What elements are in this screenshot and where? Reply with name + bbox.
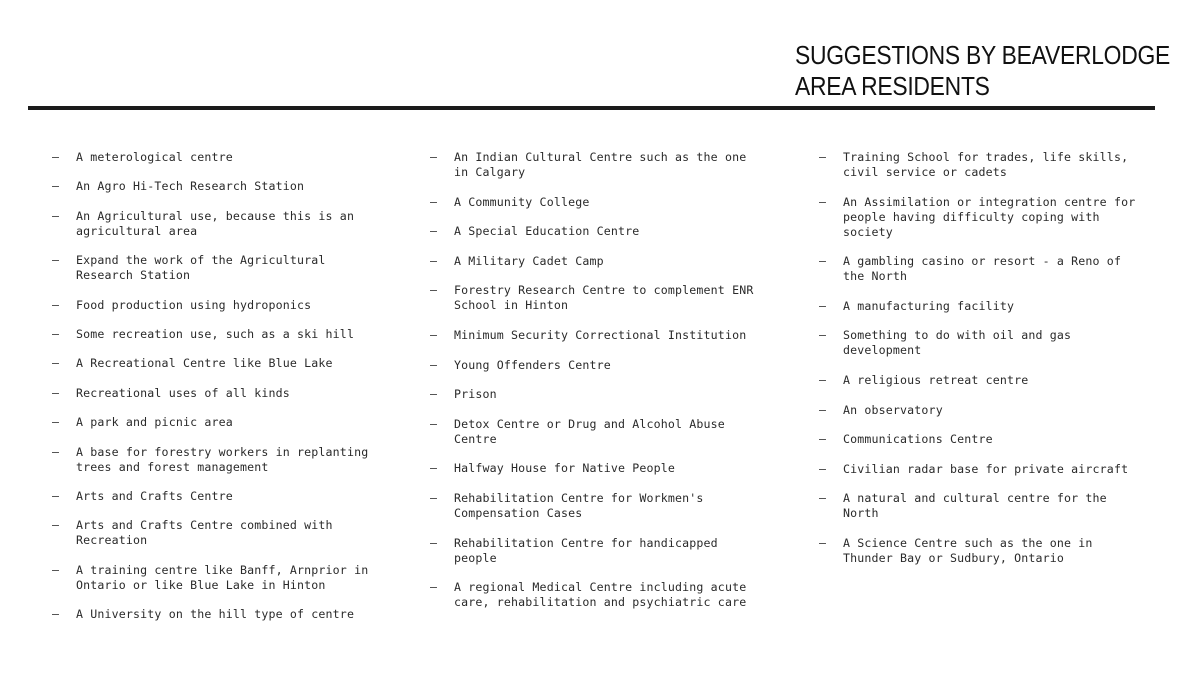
bullet-dash: –: [819, 254, 827, 269]
bullet-dash: –: [52, 562, 60, 577]
suggestion-item: [430, 491, 790, 521]
suggestion-text: A gambling casino or resort - a Reno of the North: [843, 254, 1122, 284]
suggestion-item: [52, 415, 402, 430]
page-title: [795, 40, 1171, 102]
suggestion-item: [52, 445, 402, 475]
suggestion-item: [819, 254, 1169, 284]
suggestion-item: [52, 356, 402, 371]
bullet-dash: –: [52, 253, 60, 268]
bullet-dash: –: [430, 327, 438, 342]
suggestions-column-1: [52, 150, 402, 636]
suggestion-item: [819, 373, 1169, 388]
suggestion-text: A Science Centre such as the one in Thunder Bay or Sudbury, Ontario: [843, 535, 1093, 565]
bullet-dash: –: [52, 415, 60, 430]
suggestion-item: [430, 417, 790, 447]
bullet-dash: –: [819, 491, 827, 506]
suggestion-text: A University on the hill type of centre: [76, 607, 355, 622]
suggestion-text: Young Offenders Centre: [454, 357, 611, 372]
suggestion-text: A park and picnic area: [76, 415, 233, 430]
suggestion-text: An Indian Cultural Centre such as the one in Calgary: [454, 150, 747, 179]
suggestion-text: A training centre like Banff, Arnprior in Ontario or like Blue Lake in Hinton: [76, 562, 369, 592]
bullet-dash: –: [430, 387, 438, 402]
suggestion-text: Prison: [454, 387, 497, 402]
suggestion-item: [430, 387, 790, 402]
suggestion-item: [430, 328, 790, 343]
suggestion-item: [819, 195, 1169, 240]
suggestion-item: [430, 536, 790, 566]
suggestion-text: A base for forestry workers in replanting trees and forest management: [76, 444, 369, 474]
bullet-dash: –: [52, 356, 60, 371]
bullet-dash: –: [52, 179, 60, 194]
suggestion-item: [52, 563, 402, 593]
suggestion-text: An Assimilation or integration centre for people having difficulty coping with society: [843, 194, 1136, 239]
suggestion-text: Some recreation use, such as a ski hill: [76, 326, 355, 341]
suggestion-text: A Special Education Centre: [454, 224, 640, 239]
bullet-dash: –: [819, 432, 827, 447]
suggestion-text: A Military Cadet Camp: [454, 253, 604, 268]
suggestion-text: Arts and Crafts Centre: [76, 488, 233, 503]
suggestion-item: [819, 328, 1169, 358]
suggestion-text: Rehabilitation Centre for handicapped people: [454, 535, 718, 565]
bullet-dash: –: [819, 194, 827, 209]
bullet-dash: –: [819, 328, 827, 343]
suggestion-text: Forestry Research Centre to complement ENR School in Hinton: [454, 283, 754, 313]
suggestion-text: An Agro Hi-Tech Research Station: [76, 179, 305, 194]
suggestion-text: Civilian radar base for private aircraft: [843, 461, 1129, 476]
bullet-dash: –: [430, 416, 438, 431]
suggestion-text: A Recreational Centre like Blue Lake: [76, 356, 333, 371]
bullet-dash: –: [819, 535, 827, 550]
suggestion-item: [52, 179, 402, 194]
suggestion-text: An observatory: [843, 402, 943, 417]
suggestion-text: A meterological centre: [76, 150, 233, 164]
suggestion-item: [819, 491, 1169, 521]
bullet-dash: –: [430, 357, 438, 372]
suggestion-item: [430, 150, 790, 180]
suggestion-text: Communications Centre: [843, 432, 993, 447]
bullet-dash: –: [430, 194, 438, 209]
suggestion-item: [430, 254, 790, 269]
suggestion-text: Rehabilitation Centre for Workmen's Compensation Cases: [454, 490, 704, 520]
suggestion-text: Food production using hydroponics: [76, 297, 312, 312]
bullet-dash: –: [52, 208, 60, 223]
bullet-dash: –: [52, 607, 60, 622]
suggestion-item: [52, 150, 402, 165]
suggestion-text: Detox Centre or Drug and Alcohol Abuse Centre: [454, 416, 725, 446]
bullet-dash: –: [819, 461, 827, 476]
bullet-dash: –: [52, 518, 60, 533]
suggestion-item: [819, 299, 1169, 314]
bullet-dash: –: [430, 535, 438, 550]
suggestion-item: [52, 298, 402, 313]
suggestion-item: [52, 607, 402, 622]
suggestion-item: [430, 358, 790, 373]
suggestion-text: A manufacturing facility: [843, 298, 1015, 313]
suggestion-item: [52, 253, 402, 283]
suggestion-item: [52, 386, 402, 401]
suggestion-text: An Agricultural use, because this is an agricultural area: [76, 208, 355, 238]
suggestion-item: [819, 150, 1169, 180]
suggestion-text: A Community College: [454, 194, 590, 209]
bullet-dash: –: [52, 150, 60, 164]
suggestion-text: Minimum Security Correctional Institution: [454, 327, 747, 342]
bullet-dash: –: [430, 490, 438, 505]
suggestion-text: Recreational uses of all kinds: [76, 385, 290, 400]
bullet-dash: –: [819, 298, 827, 313]
title-divider: [28, 106, 1155, 110]
suggestions-column-2: [430, 150, 790, 625]
suggestion-text: Halfway House for Native People: [454, 461, 676, 476]
suggestion-item: [52, 518, 402, 548]
suggestion-item: [52, 489, 402, 504]
bullet-dash: –: [52, 326, 60, 341]
page-title-line-2: AREA RESIDENTS: [795, 71, 990, 101]
bullet-dash: –: [819, 150, 827, 164]
bullet-dash: –: [430, 461, 438, 476]
bullet-dash: –: [819, 402, 827, 417]
bullet-dash: –: [819, 372, 827, 387]
suggestion-text: A religious retreat centre: [843, 372, 1029, 387]
suggestion-text: Training School for trades, life skills, civil service or cadets: [843, 150, 1129, 179]
suggestion-item: [430, 224, 790, 239]
suggestion-item: [819, 462, 1169, 477]
suggestion-item: [430, 580, 790, 610]
suggestion-item: [52, 209, 402, 239]
suggestion-text: Expand the work of the Agricultural Research Station: [76, 253, 326, 283]
suggestion-item: [430, 461, 790, 476]
bullet-dash: –: [430, 580, 438, 595]
suggestion-item: [819, 403, 1169, 418]
bullet-dash: –: [430, 224, 438, 239]
bullet-dash: –: [52, 385, 60, 400]
suggestion-item: [430, 283, 790, 313]
suggestion-text: A natural and cultural centre for the North: [843, 491, 1107, 521]
suggestion-item: [819, 432, 1169, 447]
suggestion-text: Arts and Crafts Centre combined with Recreation: [76, 518, 333, 548]
bullet-dash: –: [52, 444, 60, 459]
bullet-dash: –: [430, 253, 438, 268]
bullet-dash: –: [52, 488, 60, 503]
bullet-dash: –: [430, 150, 438, 164]
bullet-dash: –: [52, 297, 60, 312]
suggestion-item: [52, 327, 402, 342]
suggestion-text: A regional Medical Centre including acute care, rehabilitation and psychiatric care: [454, 580, 747, 610]
suggestion-item: [819, 536, 1169, 566]
suggestion-text: Something to do with oil and gas development: [843, 328, 1072, 358]
page-title-line-1: SUGGESTIONS BY BEAVERLODGE: [795, 40, 1171, 70]
suggestions-column-3: [819, 150, 1169, 581]
bullet-dash: –: [430, 283, 438, 298]
suggestion-item: [430, 195, 790, 210]
